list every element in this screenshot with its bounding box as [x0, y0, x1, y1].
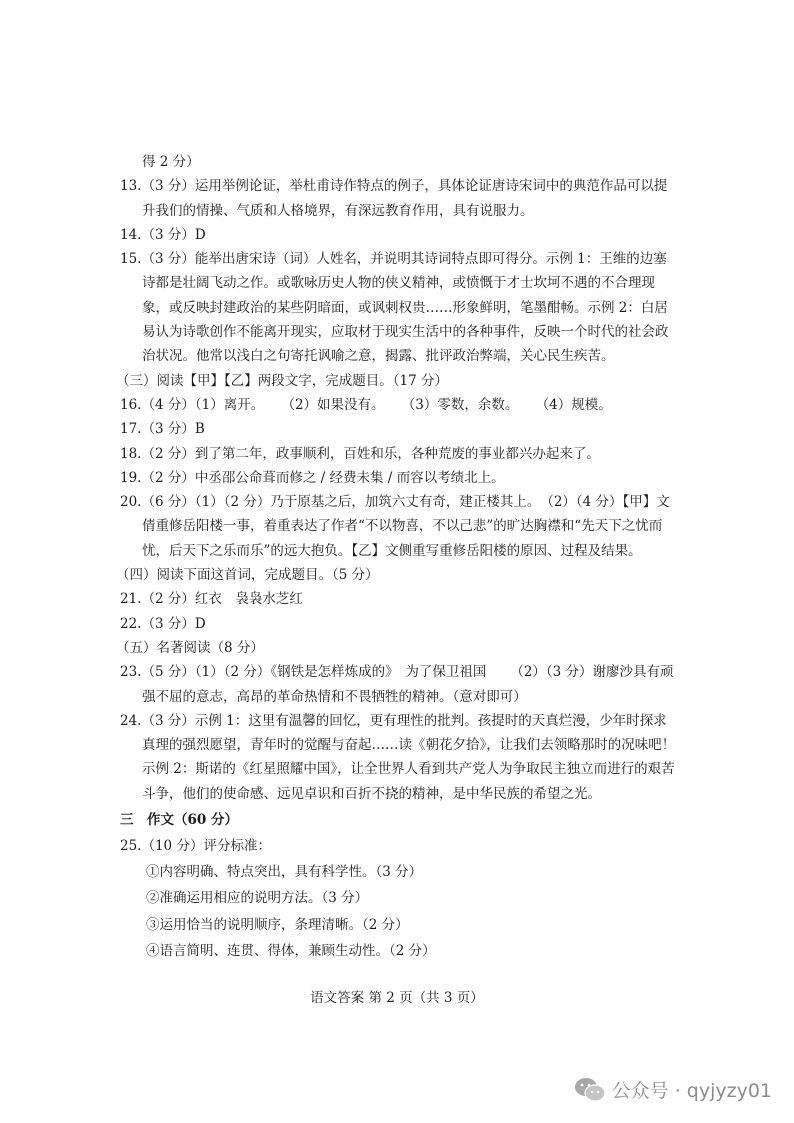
- answer-13: 13.（3 分）运用举例论证，举杜甫诗作特点的例子，具体论证唐诗宋词中的典范作品可以提升我们的情操、气质和人格境界，有深远教育作用，具有说服力。: [120, 178, 668, 219]
- answer-16: [120, 393, 680, 417]
- answer-19: 19.（2 分）中丞邵公命葺而修之 / 经费未集 / 而容以考绩北上。: [120, 469, 505, 486]
- answer-23-part-2: （2）（3 分）谢廖沙具有顽强不屈的意志，高昂的革命热情和不畏牺牲的精神。（意对即可）: [142, 664, 674, 705]
- answer-body: [116, 150, 680, 965]
- section-4-heading: （四）阅读下面这首词，完成题目。（5 分）: [116, 567, 379, 584]
- continued-line: 得 2 分）: [142, 154, 200, 170]
- watermark-text: 公众号 · qyjyzy01: [611, 1080, 772, 1102]
- answer-23-part-1: 23.（5 分）（1）（2 分）《钢铁是怎样炼成的》: [120, 664, 392, 681]
- criterion-1: ①内容明确、特点突出，具有科学性。（3 分）: [146, 863, 423, 880]
- answer-18: 18.（2 分）到了第二年，政事顺利，百姓和乐，各种荒废的事业都兴办起来了。: [120, 445, 600, 462]
- criterion-2: ②准确运用相应的说明方法。（3 分）: [146, 890, 369, 907]
- answer-20: 20.（6 分）（1）（2 分）乃于原基之后，加筑六丈有奇，建正楼其上。 （2）（4 分）【甲】文倩重修岳阳楼一事，着重表达了作者“不以物喜，不以己悲”的旷达胸襟和“先天下之忧而忧，后天下之乐而乐”的远大抱负。【乙】文侧重写重修岳阳楼的原因、过程及结果。: [120, 494, 670, 559]
- criterion-4: ④语言简明、连贯、得体，兼顾生动性。（2 分）: [146, 943, 436, 960]
- section-3-heading: （三）阅读【甲】【乙】两段文字，完成题目。（17 分）: [116, 372, 448, 389]
- wechat-icon: [574, 1077, 606, 1103]
- answer-16-part-2: （2）如果没有。: [288, 396, 385, 413]
- answer-16-part-3: （3）零数，余数。: [408, 396, 519, 413]
- answer-16-part-4: （4）规模。: [542, 396, 612, 413]
- answer-16-prefix: 16.（4 分）: [120, 396, 195, 413]
- answer-22: 22.（3 分）D: [120, 615, 206, 632]
- page-footer: 语文答案 第 2 页（共 3 页）: [310, 990, 484, 1006]
- answer-21: 21.（2 分）红衣 袅袅水芝红: [120, 591, 303, 608]
- answer-16-part-1: （1）离开。: [194, 396, 265, 413]
- answer-24: 24.（3 分）示例 1：这里有温馨的回忆，更有理性的批判。孩提时的天真烂漫，少年时探求真理的强烈愿望，青年时的觉醒与奋起……读《朝花夕拾》，让我们去领略那时的况味吧！示例 2：斯诺的《红星照耀中国》，让全世界人看到共产党人为争取民主独立而进行的艰苦斗争，他们的使命感、远见卓识和百折不挠的精神，是中华民族的希望之光。: [120, 712, 676, 802]
- composition-heading: 三 作文（60 分）: [120, 812, 238, 829]
- criterion-3: ③运用恰当的说明顺序，条理清晰。（2 分）: [146, 916, 409, 933]
- answer-17: 17.（3 分）B: [120, 421, 205, 438]
- section-5-heading: （五）名著阅读（8 分）: [116, 639, 264, 656]
- watermark: [574, 1076, 772, 1103]
- answer-23: [120, 660, 680, 709]
- answer-25: 25.（10 分）评分标准：: [120, 838, 271, 855]
- answer-14: 14.（3 分）D: [120, 226, 206, 243]
- answer-15: 15.（3 分）能举出唐宋诗（词）人姓名，并说明其诗词特点即可得分。示例 1：王维的边塞诗都是壮阔飞动之作。或歌咏历史人物的侠义精神，或愤慨于才士坎坷不遇的不合理现象，或反映封建政治的某些阴暗面，或讽刺权贵……形象鲜明，笔墨酣畅。示例 2：白居易认为诗歌创作不能离开现实，应取材于现实生活中的各种事件，反映一个时代的社会政治状况。他常以浅白之句寄托讽喻之意，揭露、批评政治弊端，关心民生疾苦。: [120, 251, 669, 365]
- answer-23-part-1b: 为了保卫祖国: [405, 664, 487, 681]
